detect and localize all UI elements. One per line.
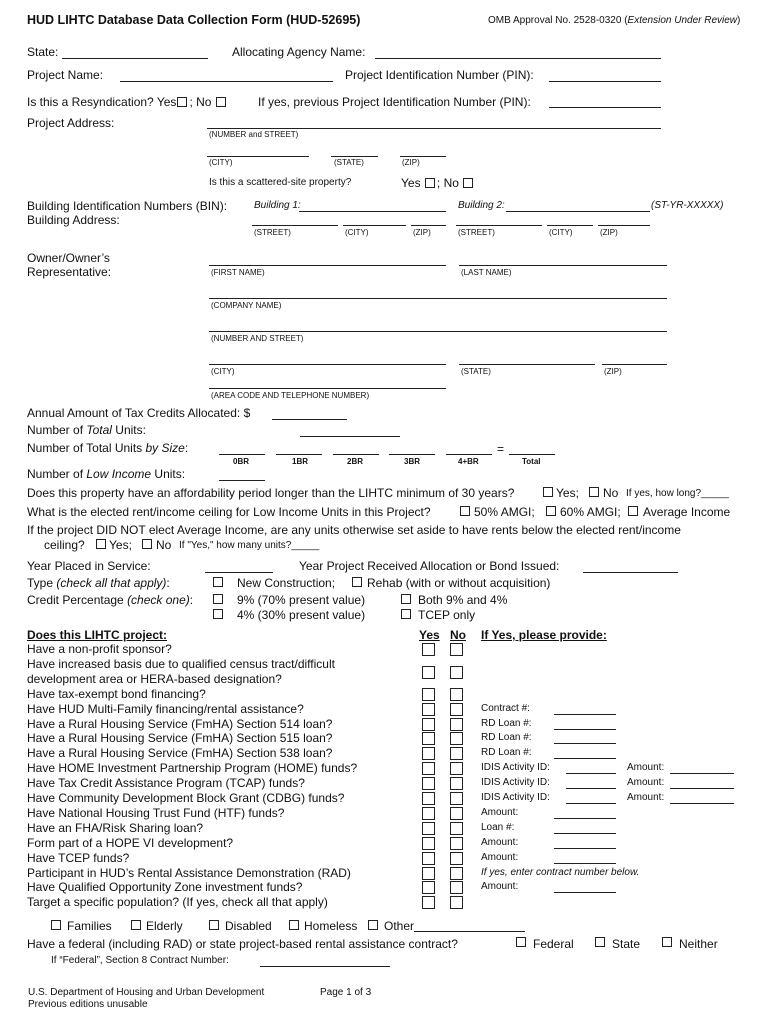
amount-label: Amount: (627, 792, 665, 803)
affordability-question: Does this property have an affordability period longer than the LIHTC minimum of 30 years? (27, 486, 515, 500)
question-no-checkbox[interactable] (450, 837, 463, 850)
provide-label: IDIS Activity ID: (481, 792, 550, 803)
type-c: : (166, 576, 170, 590)
credit-a: Credit Percentage (27, 593, 128, 607)
question-no-checkbox[interactable] (450, 852, 463, 865)
target-families-label: Families (67, 919, 112, 933)
omb-prefix: OMB Approval No. 2528-0320 ( (488, 15, 628, 26)
year-placed-label: Year Placed in Service: (27, 559, 151, 573)
project-city-field[interactable] (207, 156, 309, 157)
credit-c: : (189, 593, 194, 607)
both-label: Both 9% and 4% (418, 593, 508, 607)
set-aside-question-2: ceiling? (44, 538, 85, 552)
question-text: Have a Rural Housing Service (FmHA) Section 514 loan? (27, 717, 333, 731)
target-other-label: Other (384, 919, 415, 933)
total-units-field[interactable] (300, 436, 400, 437)
question-yes-checkbox[interactable] (422, 666, 435, 679)
pin-label: Project Identification Number (PIN): (345, 68, 534, 82)
size-total: Total (522, 457, 541, 466)
provide-field[interactable] (554, 863, 616, 864)
resyn-label: Is this a Resyndication? Yes (27, 95, 177, 109)
low-income-units-field[interactable] (219, 480, 265, 481)
provide-label: RD Loan #: (481, 718, 532, 729)
units-2br-field[interactable] (333, 454, 379, 455)
question-text: Have HUD Multi-Family financing/rental assistance? (27, 702, 304, 716)
question-yes-checkbox[interactable] (422, 792, 435, 805)
question-no-checkbox[interactable] (450, 881, 463, 894)
new-construction-checkbox[interactable] (213, 577, 223, 587)
col-no-heading: No (450, 628, 466, 642)
annual-credits-field[interactable] (272, 419, 347, 420)
b2-city-field[interactable] (547, 225, 593, 226)
footer-page-number: Page 1 of 3 (320, 987, 372, 998)
pct9-checkbox[interactable] (213, 594, 223, 604)
amount-field[interactable] (670, 803, 734, 804)
state-label: State: (27, 45, 59, 59)
question-no-checkbox[interactable] (450, 777, 463, 790)
does-lihtc-heading: Does this LIHTC project: (27, 628, 168, 642)
question-text: Have a Rural Housing Service (FmHA) Section 515 loan? (27, 731, 333, 745)
state-field[interactable] (62, 58, 208, 59)
omb-approval (488, 15, 740, 27)
project-name-field[interactable] (120, 81, 333, 82)
rehab-label: Rehab (with or without acquisition) (367, 576, 551, 590)
question-yes-checkbox[interactable] (422, 688, 435, 701)
b2-zip-field[interactable] (598, 225, 650, 226)
ami60-label: 60% AMGI; (560, 505, 621, 519)
question-no-checkbox[interactable] (450, 762, 463, 775)
project-zip-field[interactable] (400, 156, 446, 157)
question-no-checkbox[interactable] (450, 732, 463, 745)
question-text: Have a non-profit sponsor? (27, 642, 172, 656)
target-homeless-label: Homeless (304, 919, 358, 933)
question-text: Participant in HUD’s Rental Assistance Demonstration (RAD) (27, 866, 351, 880)
city-caption: (CITY) (209, 158, 233, 167)
first-name-caption: (FIRST NAME) (211, 268, 265, 277)
annual-credits-label: Annual Amount of Tax Credits Allocated: $ (27, 406, 251, 420)
tcep-only-checkbox[interactable] (401, 609, 411, 619)
provide-label: RD Loan #: (481, 732, 532, 743)
project-state-field[interactable] (331, 156, 378, 157)
provide-label: RD Loan #: (481, 747, 532, 758)
col-yes-heading: Yes (419, 628, 440, 642)
b2-city-caption: (CITY) (549, 228, 573, 237)
provide-field[interactable] (554, 758, 616, 759)
amount-field[interactable] (670, 773, 734, 774)
pct9-label: 9% (70% present value) (237, 593, 366, 607)
target-other-checkbox[interactable] (368, 920, 378, 930)
form-title: HUD LIHTC Database Data Collection Form (HUD-52695) (27, 13, 361, 27)
size-1br: 1BR (292, 457, 309, 466)
state-checkbox[interactable] (595, 937, 605, 947)
building-2-label: Building 2: (458, 200, 505, 211)
year-allocation-label: Year Project Received Allocation or Bond Issued: (299, 559, 560, 573)
amount-label: Amount: (627, 777, 665, 788)
question-text: Have an FHA/Risk Sharing loan? (27, 821, 204, 835)
afford-yes-label: Yes; (556, 486, 579, 500)
equals-sign: = (497, 442, 505, 456)
agency-field[interactable] (375, 58, 661, 59)
provide-label: Contract #: (481, 703, 530, 714)
scattered-site-options (401, 176, 475, 190)
afford-no-label: No (603, 486, 619, 500)
provide-label: Amount: (481, 807, 519, 818)
amount-field[interactable] (670, 788, 734, 789)
question-yes-checkbox[interactable] (422, 762, 435, 775)
average-income-label: Average Income (643, 505, 731, 519)
provide-field[interactable] (554, 818, 616, 819)
owner-first-name-field[interactable] (209, 265, 446, 266)
question-yes-checkbox[interactable] (422, 881, 435, 894)
building-address-label: Building Address: (27, 213, 120, 227)
question-no-checkbox[interactable] (450, 807, 463, 820)
owner-street-caption: (NUMBER AND STREET) (211, 334, 304, 343)
elected-ceiling-question: What is the elected rent/income ceiling for Low Income Units in this Project? (27, 505, 431, 519)
ami50-checkbox[interactable] (460, 506, 470, 516)
question-text: Have Community Development Block Grant (CDBG) funds? (27, 791, 345, 805)
scattered-yes-checkbox[interactable] (425, 178, 435, 188)
footer-editions: Previous editions unusable (28, 999, 148, 1010)
section8-contract-field[interactable] (260, 966, 390, 967)
question-no-checkbox[interactable] (450, 688, 463, 701)
question-no-checkbox[interactable] (450, 643, 463, 656)
target-other-field[interactable] (414, 931, 525, 932)
question-no-checkbox[interactable] (450, 867, 463, 880)
resyndication-question (27, 95, 228, 109)
units-by-size-label (27, 441, 188, 455)
resyn-no-checkbox[interactable] (216, 97, 226, 107)
resyn-no-label: ; No (189, 95, 212, 109)
question-no-checkbox[interactable] (450, 703, 463, 716)
owner-last-name-field[interactable] (459, 265, 667, 266)
question-text: Have a Rural Housing Service (FmHA) Section 538 loan? (27, 746, 333, 760)
phone-caption: (AREA CODE AND TELEPHONE NUMBER) (211, 391, 370, 400)
state-option-label: State (612, 937, 641, 951)
bin-label: Building Identification Numbers (BIN): (27, 199, 228, 213)
provide-label: IDIS Activity ID: (481, 762, 550, 773)
target-disabled-checkbox[interactable] (209, 920, 219, 930)
both-checkbox[interactable] (401, 594, 411, 604)
provide-field[interactable] (554, 892, 616, 893)
b1-city-caption: (CITY) (345, 228, 369, 237)
afford-how-long: If yes, how long?_____ (626, 488, 729, 499)
question-text: Form part of a HOPE VI development? (27, 836, 234, 850)
units-3br-field[interactable] (389, 454, 435, 455)
resyn-pin-label: If yes, previous Project Identification Number (PIN): (258, 95, 531, 109)
last-name-caption: (LAST NAME) (461, 268, 512, 277)
units-1br-field[interactable] (276, 454, 322, 455)
target-families-checkbox[interactable] (51, 920, 61, 930)
resyn-yes-checkbox[interactable] (177, 97, 187, 107)
low-income-c: Units: (151, 467, 186, 481)
size-4br: 4+BR (458, 457, 479, 466)
new-construction-label: New Construction; (237, 576, 336, 590)
owner-company-field[interactable] (209, 298, 667, 299)
target-disabled-label: Disabled (225, 919, 272, 933)
owner-label-2: Representative: (27, 265, 112, 279)
owner-city-field[interactable] (209, 364, 446, 365)
building-1-bin-field[interactable] (299, 211, 446, 212)
b2-street-caption: (STREET) (458, 228, 495, 237)
scattered-yes-label: Yes (401, 176, 421, 190)
b2-street-field[interactable] (456, 225, 542, 226)
question-no-checkbox[interactable] (450, 822, 463, 835)
provide-label: Amount: (481, 881, 519, 892)
question-no-checkbox[interactable] (450, 718, 463, 731)
provide-field[interactable] (554, 833, 616, 834)
ami60-checkbox[interactable] (546, 506, 556, 516)
provide-label: Amount: (481, 837, 519, 848)
if-yes-provide-heading: If Yes, please provide: (481, 628, 607, 642)
neither-label: Neither (679, 937, 718, 951)
type-a: Type (27, 576, 57, 590)
project-street-field[interactable] (207, 128, 661, 129)
b1-zip-field[interactable] (411, 225, 446, 226)
pct4-label: 4% (30% present value) (237, 608, 366, 622)
total-units-label (27, 423, 146, 437)
question-yes-checkbox[interactable] (422, 718, 435, 731)
target-elderly-checkbox[interactable] (131, 920, 141, 930)
provide-field[interactable] (554, 729, 616, 730)
set-aside-question-1: If the project DID NOT elect Average Income, are any units otherwise set aside to have rents below the elected rent/income (27, 523, 681, 537)
federal-checkbox[interactable] (516, 937, 526, 947)
b1-city-field[interactable] (343, 225, 406, 226)
low-income-b: Low Income (86, 467, 152, 481)
units-by-size-c: : (184, 441, 189, 455)
pin-field[interactable] (549, 81, 661, 82)
scattered-site-question: Is this a scattered-site property? (209, 177, 352, 188)
zip-caption: (ZIP) (402, 158, 420, 167)
b1-street-field[interactable] (252, 225, 338, 226)
credit-percentage-label (27, 593, 193, 607)
units-by-size-b: by Size (145, 441, 185, 455)
question-yes-checkbox[interactable] (422, 896, 435, 909)
neither-checkbox[interactable] (662, 937, 672, 947)
question-yes-checkbox[interactable] (422, 822, 435, 835)
provide-label: Amount: (481, 852, 519, 863)
agency-label: Allocating Agency Name: (232, 45, 366, 59)
company-caption: (COMPANY NAME) (211, 301, 282, 310)
question-yes-checkbox[interactable] (422, 837, 435, 850)
state-caption: (STATE) (334, 158, 364, 167)
question-yes-checkbox[interactable] (422, 732, 435, 745)
units-0br-field[interactable] (219, 454, 265, 455)
total-units-b: Total (86, 423, 112, 437)
bin-format-hint: (ST-YR-XXXXX) (651, 200, 724, 211)
footer-department: U.S. Department of Housing and Urban Development (28, 987, 265, 998)
total-units-a: Number of (27, 423, 87, 437)
scattered-no-checkbox[interactable] (463, 178, 473, 188)
afford-yes-checkbox[interactable] (543, 487, 553, 497)
units-by-size-a: Number of Total Units (27, 441, 146, 455)
question-no-checkbox[interactable] (450, 666, 463, 679)
question-no-checkbox[interactable] (450, 792, 463, 805)
question-yes-checkbox[interactable] (422, 777, 435, 790)
omb-status: Extension Under Review (627, 15, 738, 26)
provide-field[interactable] (554, 743, 616, 744)
set-aside-how-many: If "Yes," how many units?_____ (179, 540, 320, 551)
provide-field[interactable] (566, 803, 616, 804)
owner-phone-field[interactable] (209, 388, 446, 389)
question-text: Have increased basis due to qualified census tract/difficult (27, 657, 335, 671)
owner-city-caption: (CITY) (211, 367, 235, 376)
question-text: Have tax-exempt bond financing? (27, 687, 206, 701)
owner-zip-caption: (ZIP) (604, 367, 622, 376)
question-no-checkbox[interactable] (450, 896, 463, 909)
question-yes-checkbox[interactable] (422, 747, 435, 760)
federal-label: Federal (533, 937, 574, 951)
target-homeless-checkbox[interactable] (289, 920, 299, 930)
afford-no-checkbox[interactable] (589, 487, 599, 497)
total-units-c: Units: (111, 423, 146, 437)
question-no-checkbox[interactable] (450, 747, 463, 760)
provide-field[interactable] (554, 714, 616, 715)
b2-zip-caption: (ZIP) (600, 228, 618, 237)
set-aside-yes-checkbox[interactable] (96, 539, 106, 549)
question-text: Target a specific population? (If yes, check all that apply) (27, 895, 328, 909)
owner-state-caption: (STATE) (461, 367, 491, 376)
project-address-label: Project Address: (27, 116, 115, 130)
pct4-checkbox[interactable] (213, 609, 223, 619)
owner-zip-field[interactable] (602, 364, 667, 365)
question-text: Have TCEP funds? (27, 851, 130, 865)
resyn-pin-field[interactable] (549, 107, 661, 108)
project-name-label: Project Name: (27, 68, 104, 82)
low-income-a: Number of (27, 467, 87, 481)
question-text: Have National Housing Trust Fund (HTF) funds? (27, 806, 285, 820)
provide-field[interactable] (554, 848, 616, 849)
question-yes-checkbox[interactable] (422, 852, 435, 865)
size-2br: 2BR (347, 457, 364, 466)
question-yes-checkbox[interactable] (422, 807, 435, 820)
question-yes-checkbox[interactable] (422, 867, 435, 880)
federal-question: Have a federal (including RAD) or state project-based rental assistance contract? (27, 937, 458, 951)
question-text: Have Tax Credit Assistance Program (TCAP) funds? (27, 776, 305, 790)
question-text: development area or HERA-based designation? (27, 672, 282, 686)
target-elderly-label: Elderly (146, 919, 183, 933)
b1-street-caption: (STREET) (254, 228, 291, 237)
question-yes-checkbox[interactable] (422, 703, 435, 716)
b1-zip-caption: (ZIP) (413, 228, 431, 237)
type-b: (check all that apply) (56, 576, 167, 590)
provide-field[interactable] (566, 773, 616, 774)
building-1-label: Building 1: (254, 200, 301, 211)
section8-contract-label: If “Federal”, Section 8 Contract Number: (51, 955, 229, 966)
year-allocation-field[interactable] (583, 572, 678, 573)
provide-label: Loan #: (481, 822, 515, 833)
year-placed-field[interactable] (205, 572, 273, 573)
scattered-no-label: ; No (436, 176, 459, 190)
number-street-caption: (NUMBER and STREET) (209, 130, 299, 139)
rehab-checkbox[interactable] (352, 577, 362, 587)
units-4br-field[interactable] (446, 454, 492, 455)
size-0br: 0BR (233, 457, 250, 466)
ami50-label: 50% AMGI; (474, 505, 535, 519)
owner-label-1: Owner/Owner’s (27, 251, 110, 265)
size-3br: 3BR (404, 457, 421, 466)
omb-suffix: ) (737, 15, 741, 26)
set-aside-yes-label: Yes; (109, 538, 132, 552)
owner-state-field[interactable] (459, 364, 595, 365)
amount-label: Amount: (627, 762, 665, 773)
tcep-only-label: TCEP only (418, 608, 476, 622)
question-yes-checkbox[interactable] (422, 643, 435, 656)
question-text: Have Qualified Opportunity Zone investment funds? (27, 880, 303, 894)
question-text: Have HOME Investment Partnership Program (HOME) funds? (27, 761, 358, 775)
average-income-checkbox[interactable] (628, 506, 638, 516)
provide-label: If yes, enter contract number below. (481, 867, 640, 878)
set-aside-no-label: No (156, 538, 172, 552)
units-total-field[interactable] (509, 454, 555, 455)
set-aside-no-checkbox[interactable] (142, 539, 152, 549)
credit-b: (check one) (127, 593, 190, 607)
provide-field[interactable] (566, 788, 616, 789)
building-2-bin-field[interactable] (506, 211, 650, 212)
owner-street-field[interactable] (209, 331, 667, 332)
type-label (27, 576, 170, 590)
provide-label: IDIS Activity ID: (481, 777, 550, 788)
low-income-units-label (27, 467, 185, 481)
